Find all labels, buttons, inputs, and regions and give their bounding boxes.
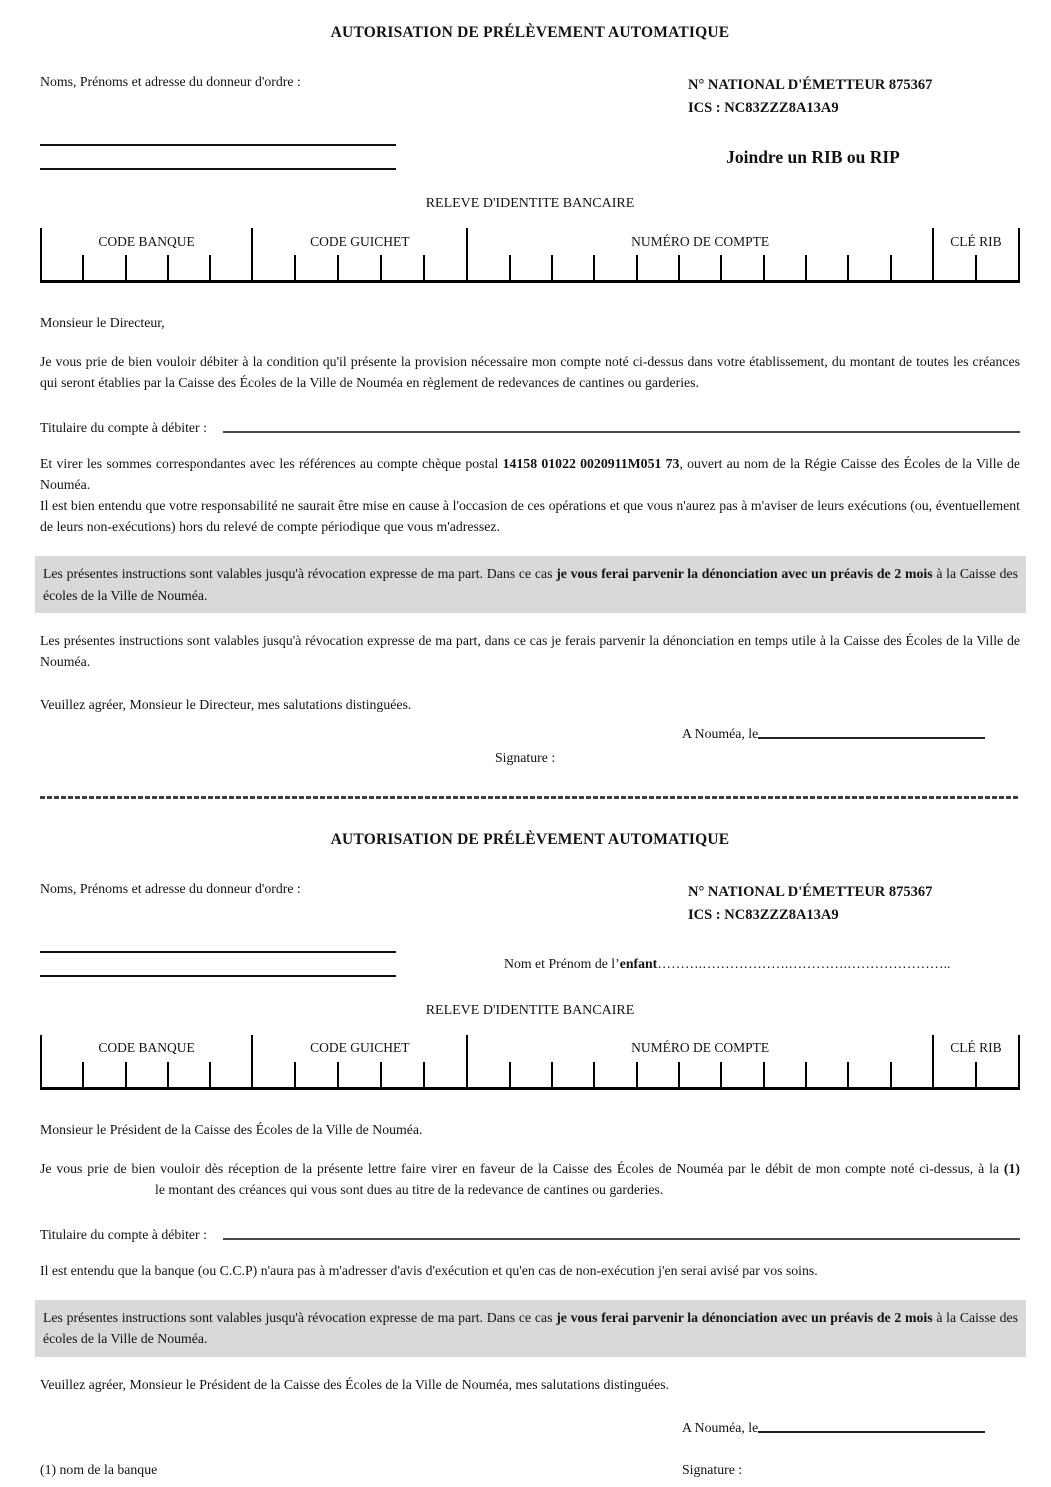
rib-cell [763,1062,805,1087]
address-blank-line [40,951,396,953]
salutation: Monsieur le Président de la Caisse des Écoles de la Ville de Nouméa. [40,1121,423,1137]
join-rib-note: Joindre un RIB ou RIP [726,146,900,167]
rib-cell [805,255,847,280]
rib-section-code-banque [40,228,251,280]
rib-cell [720,1062,762,1087]
account-holder-label: Titulaire du compte à débiter : [40,1226,207,1242]
bank-name-footnote: (1) nom de la banque [40,1461,158,1477]
national-emitter-number: N° NATIONAL D'ÉMETTEUR 875367 [688,77,933,93]
donor-address-lines [40,144,396,170]
rib-cell [593,255,635,280]
rib-cell [380,1062,423,1087]
rib-section-code-banque [40,1035,251,1087]
rib-cell [423,255,466,280]
rib-section-label: NUMÉRO DE COMPTE [631,1040,770,1056]
rib-heading: RELEVE D'IDENTITE BANCAIRE [425,196,635,212]
revocation-notice-highlight: Les présentes instructions sont valables jusqu'à révocation expresse de ma part. Dans ce cas je vous ferai parvenir la dénonciation avec un préavis de 2 mois à la Caisse des écoles de la Ville de Nouméa. [35,556,1026,613]
ics-number: ICS : NC83ZZZ8A13A9 [688,100,839,117]
rib-cell [593,1062,635,1087]
child-name-line: Nom et Prénom de l’enfant……….……………….………….………………….. [504,955,951,971]
rib-section-label: NUMÉRO DE COMPTE [631,233,770,249]
account-holder-blank-line [223,431,1020,433]
rib-cells [468,255,932,280]
paragraph-group [40,454,1020,538]
document-title: AUTORISATION DE PRÉLÈVEMENT AUTOMATIQUE [330,830,730,848]
salutation: Monsieur le Directeur, [40,315,165,331]
rib-section-numero-compte [466,1035,932,1087]
closing-formula: Veuillez agréer, Monsieur le Directeur, mes salutations distinguées. [40,696,412,712]
rib-cells [934,1062,1018,1087]
rib-cell [720,255,762,280]
header-fill-row [40,144,1020,170]
rib-cells [42,255,251,280]
address-blank-line [40,144,396,146]
rib-cell [209,1062,251,1087]
rib-cell [890,255,932,280]
emitter-block [688,74,1020,120]
rib-cell [847,255,889,280]
rib-cells [468,1062,932,1087]
rib-cell [934,255,975,280]
join-rib-wrap [396,147,1020,168]
ics-number: ICS : NC83ZZZ8A13A9 [688,906,839,923]
rib-cell [763,255,805,280]
closing-formula: Veuillez agréer, Monsieur le Président de la Caisse des Écoles de la Ville de Nouméa, mes salutations distinguées. [40,1376,670,1392]
rib-cell [167,255,209,280]
rib-section-label: CLÉ RIB [950,233,1002,249]
date-blank-line [758,737,985,739]
header-row [40,881,1020,927]
date-blank-line [758,1431,985,1433]
rib-cell [337,255,380,280]
rib-cell [847,1062,889,1087]
rib-cells [934,255,1018,280]
rib-section-label: CODE GUICHET [310,1040,410,1056]
rib-cell [337,1062,380,1087]
rib-cell [423,1062,466,1087]
donor-address-label: Noms, Prénoms et adresse du donneur d'ordre : [40,74,301,89]
rib-section-label: CLÉ RIB [950,1040,1002,1056]
rib-cell [551,1062,593,1087]
city-date-row [40,726,1020,742]
account-holder-blank-line [223,1238,1020,1240]
rib-cell [678,1062,720,1087]
paragraph-revocation-libre: Les présentes instructions sont valables jusqu'à révocation expresse de ma part, dans ce cas je ferais parvenir la dénonciation en temps utile à la Caisse des Écoles de la Ville de Nouméa. [40,632,1020,669]
rib-cell [253,1062,294,1087]
account-holder-row [40,420,1020,436]
section-bank-copy [40,24,1020,766]
rib-cells [253,1062,466,1087]
city-date-row [40,1420,1020,1436]
account-holder-row [40,1227,1020,1243]
paragraph-banque: Il est entendu que la banque (ou C.C.P) n'aura pas à m'adresser d'avis d'exécution et qu'en cas de non-exécution j'en serai avisé par vos soins. [40,1262,818,1278]
rib-section-label: CODE BANQUE [98,1040,195,1056]
rib-table [40,228,1020,283]
city-date-label: A Nouméa, le [682,725,759,741]
rib-cell [805,1062,847,1087]
signature-row [40,750,1020,766]
donor-address-label: Noms, Prénoms et adresse du donneur d'ordre : [40,880,301,896]
revocation-notice-highlight: Les présentes instructions sont valables jusqu'à révocation expresse de ma part. Dans ce cas je vous ferai parvenir la dénonciation avec un préavis de 2 mois à la Caisse des écoles de la Ville de Nouméa. [35,1300,1026,1357]
rib-cells [253,255,466,280]
rib-heading: RELEVE D'IDENTITE BANCAIRE [425,1002,635,1018]
rib-cell [934,1062,975,1087]
rib-cell [509,1062,551,1087]
national-emitter-number: N° NATIONAL D'ÉMETTEUR 875367 [688,883,933,900]
paragraph-responsabilite: Il est bien entendu que votre responsabilité ne saurait être mise en cause à l'occasion de ces opérations et que vous n'aurez pas à m'aviser de leurs exécutions (ou, éventuellement de leurs non-exécutions) hors du relevé de compte périodique que vous m'adressez. [40,498,1020,535]
rib-section-label: CODE GUICHET [310,233,410,249]
rib-cell [468,255,508,280]
cut-line-separator [40,796,1020,799]
rib-section-label: CODE BANQUE [98,233,195,249]
emitter-block [688,881,1020,927]
rib-section-numero-compte [466,228,932,280]
rib-cell [975,255,1018,280]
rib-cell [294,255,337,280]
paragraph-debit: Je vous prie de bien vouloir débiter à la condition qu'il présente la provision nécessaire mon compte noté ci-dessus dans votre établissement, du montant de toutes les créances qui seront établies par la Caisse des Écoles de la Ville de Nouméa en règlement de redevances de cantines ou garderies. [40,354,1020,391]
rib-cell [82,255,124,280]
paragraph-virement: Et virer les sommes correspondantes avec les références au compte chèque postal 14158 01022 0020911M051 73, ouvert au nom de la Régie Caisse des Écoles de la Ville de Nouméa. [40,456,1020,493]
donor-address-lines [40,951,396,977]
signature-label: Signature : [495,749,556,765]
rib-cell [468,1062,508,1087]
rib-cell [636,1062,678,1087]
rib-section-cle-rib [932,1035,1018,1087]
rib-cell [678,255,720,280]
rib-section-code-guichet [251,1035,466,1087]
document-title: AUTORISATION DE PRÉLÈVEMENT AUTOMATIQUE [330,24,730,41]
rib-cell [294,1062,337,1087]
rib-cells [42,1062,251,1087]
account-holder-label: Titulaire du compte à débiter : [40,420,207,436]
rib-cell [42,255,82,280]
header-row [40,74,1020,120]
footnote-signature-row [40,1462,1020,1478]
rib-cell [890,1062,932,1087]
rib-section-cle-rib [932,228,1018,280]
rib-cell [380,255,423,280]
rib-table [40,1035,1020,1090]
rib-cell [551,255,593,280]
rib-cell [975,1062,1018,1087]
rib-cell [42,1062,82,1087]
signature-label: Signature : [682,1461,743,1477]
rib-cell [82,1062,124,1087]
paragraph-virement: Je vous prie de bien vouloir dès réception de la présente lettre faire virer en faveur de la Caisse des Écoles de Nouméa par le débit de mon compte noté ci-dessus, à la (1)le montant des créances qui vous sont dues au titre de la redevance de cantines ou garderies. [40,1160,1020,1197]
city-date-block [682,726,1020,742]
address-blank-line [40,975,396,977]
rib-section-code-guichet [251,228,466,280]
address-blank-line [40,168,396,170]
rib-cell [125,255,167,280]
rib-cell [636,255,678,280]
header-fill-row [40,951,1020,977]
rib-cell [167,1062,209,1087]
section-caisse-copy [40,831,1020,1478]
rib-cell [209,255,251,280]
rib-cell [253,255,294,280]
rib-cell [125,1062,167,1087]
city-date-label: A Nouméa, le [682,1419,759,1435]
city-date-block [682,1420,1020,1436]
rib-cell [509,255,551,280]
